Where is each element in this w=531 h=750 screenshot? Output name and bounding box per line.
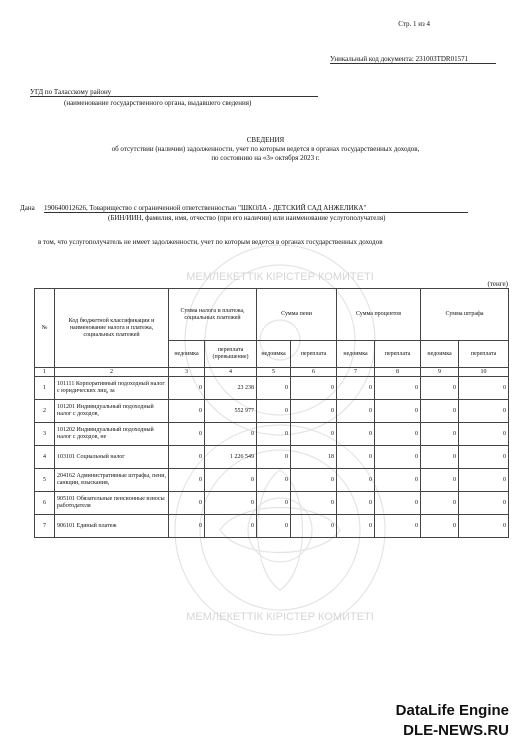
col-number: 7 xyxy=(337,368,375,377)
cell-value: 0 xyxy=(205,469,257,492)
header-penalty-sum: Сумма пени xyxy=(257,289,337,341)
recipient-caption: (БИН/ИИН, фамилия, имя, отчество (при его наличии) или наименование услугополучателя) xyxy=(108,214,386,222)
column-number-row xyxy=(35,368,509,377)
subheader-arrears: недоимка xyxy=(169,341,205,368)
col-number: 10 xyxy=(459,368,509,377)
col-number: 9 xyxy=(421,368,459,377)
cell-value: 0 xyxy=(375,446,421,469)
cell-value: 0 xyxy=(291,469,337,492)
cell-value: 1 226 549 xyxy=(205,446,257,469)
cell-value: 0 xyxy=(257,469,291,492)
cell-value: 0 xyxy=(291,515,337,538)
cell-value: 0 xyxy=(459,377,509,400)
cell-value: 0 xyxy=(257,515,291,538)
col-number: 1 xyxy=(35,368,55,377)
cell-value: 0 xyxy=(421,515,459,538)
row-code: 101201 Индивидуальный подоходный налог с доходов, xyxy=(55,400,169,423)
cell-value: 0 xyxy=(421,400,459,423)
cell-value: 0 xyxy=(291,377,337,400)
watermark-text-top: МЕМЛЕКЕТТІК КІРІСТЕР КОМИТЕТІ xyxy=(186,271,374,283)
col-number: 8 xyxy=(375,368,421,377)
cell-value: 0 xyxy=(291,400,337,423)
header-code: Код бюджетной классификации и наименование налога и платежа, социальных платежей xyxy=(55,289,169,368)
cell-value: 0 xyxy=(459,492,509,515)
header-num: № xyxy=(35,289,55,368)
header-tax-sum: Сумма налога и платежа, социальных платежей xyxy=(169,289,257,341)
cell-value: 0 xyxy=(169,377,205,400)
table-header-row xyxy=(35,289,509,341)
row-code: 101202 Индивидуальный подоходный налог с доходов, не xyxy=(55,423,169,446)
issuer-name: УГД по Таласскому району xyxy=(30,88,318,97)
row-num: 1 xyxy=(35,377,55,400)
recipient-value: 190640012626, Товарищество с ограниченной ответственностью "ШКОЛА - ДЕТСКИЙ САД АНЖЕЛИКА" xyxy=(44,204,468,213)
col-number: 6 xyxy=(291,368,337,377)
cell-value: 0 xyxy=(337,400,375,423)
cell-value: 0 xyxy=(337,423,375,446)
cell-value: 0 xyxy=(375,492,421,515)
document-code-value: 231003TDR01571 xyxy=(415,55,469,63)
cell-value: 0 xyxy=(459,515,509,538)
subheader-overpay: переплата xyxy=(375,341,421,368)
cell-value: 0 xyxy=(375,515,421,538)
cell-value: 0 xyxy=(257,492,291,515)
row-num: 6 xyxy=(35,492,55,515)
subheader-arrears: недоимка xyxy=(421,341,459,368)
cell-value: 18 xyxy=(291,446,337,469)
table-row xyxy=(35,400,509,423)
cell-value: 0 xyxy=(459,423,509,446)
subheader-arrears: недоимка xyxy=(257,341,291,368)
cell-value: 0 xyxy=(169,423,205,446)
cell-value: 552 977 xyxy=(205,400,257,423)
cell-value: 0 xyxy=(291,423,337,446)
col-number: 5 xyxy=(257,368,291,377)
cell-value: 23 238 xyxy=(205,377,257,400)
col-number: 3 xyxy=(169,368,205,377)
cell-value: 0 xyxy=(169,446,205,469)
currency-note: (тенге) xyxy=(487,280,508,288)
recipient-prefix: Дана xyxy=(20,204,35,212)
cell-value: 0 xyxy=(169,469,205,492)
subheader-overpay: переплата xyxy=(459,341,509,368)
footer-brand-site: DLE-NEWS.RU xyxy=(403,722,509,739)
row-num: 5 xyxy=(35,469,55,492)
row-num: 2 xyxy=(35,400,55,423)
header-fine-sum: Сумма штрафа xyxy=(421,289,509,341)
header-interest-sum: Сумма процентов xyxy=(337,289,421,341)
cell-value: 0 xyxy=(205,515,257,538)
cell-value: 0 xyxy=(421,377,459,400)
table-row xyxy=(35,492,509,515)
cell-value: 0 xyxy=(337,469,375,492)
table-row xyxy=(35,423,509,446)
cell-value: 0 xyxy=(257,377,291,400)
subheader-arrears: недоимка xyxy=(337,341,375,368)
cell-value: 0 xyxy=(421,423,459,446)
cell-value: 0 xyxy=(337,515,375,538)
page-number: Стр. 1 из 4 xyxy=(398,20,430,28)
cell-value: 0 xyxy=(421,446,459,469)
document-title: СВЕДЕНИЯ xyxy=(246,136,285,144)
cell-value: 0 xyxy=(375,377,421,400)
cell-value: 0 xyxy=(291,492,337,515)
debt-table xyxy=(34,288,509,538)
table-row xyxy=(35,515,509,538)
cell-value: 0 xyxy=(375,400,421,423)
row-code: 101111 Корпоративный подоходный налог с юридических лиц, за xyxy=(55,377,169,400)
footer-brand-title: DataLife Engine xyxy=(395,702,509,719)
cell-value: 0 xyxy=(375,423,421,446)
document-code-label: Уникальный код документа: xyxy=(330,55,414,63)
row-code: 905101 Обязательные пенсионные взносы работодателя xyxy=(55,492,169,515)
cell-value: 0 xyxy=(459,446,509,469)
col-number: 4 xyxy=(205,368,257,377)
cell-value: 0 xyxy=(205,423,257,446)
cell-value: 0 xyxy=(257,446,291,469)
cell-value: 0 xyxy=(169,492,205,515)
statement-text: в том, что услугополучатель не имеет задолженности, учет по которым ведется в органах государственных доходов xyxy=(38,238,383,246)
row-code: 906101 Единый платеж xyxy=(55,515,169,538)
cell-value: 0 xyxy=(459,469,509,492)
row-code: 103101 Социальный налог xyxy=(55,446,169,469)
cell-value: 0 xyxy=(337,446,375,469)
row-num: 7 xyxy=(35,515,55,538)
cell-value: 0 xyxy=(169,515,205,538)
cell-value: 0 xyxy=(337,377,375,400)
row-code: 204162 Административные штрафы, пени, санкции, взыскания, xyxy=(55,469,169,492)
issuer-caption: (наименование государственного органа, выдавшего сведения) xyxy=(64,99,252,107)
subheader-overpay-excess: переплата (превышение) xyxy=(205,341,257,368)
row-num: 4 xyxy=(35,446,55,469)
table-row xyxy=(35,446,509,469)
cell-value: 0 xyxy=(257,423,291,446)
subheader-overpay: переплата xyxy=(291,341,337,368)
cell-value: 0 xyxy=(459,400,509,423)
cell-value: 0 xyxy=(421,469,459,492)
watermark-text-bottom: МЕМЛЕКЕТТІК КІРІСТЕР КОМИТЕТІ xyxy=(186,611,374,623)
cell-value: 0 xyxy=(205,492,257,515)
table-row xyxy=(35,469,509,492)
cell-value: 0 xyxy=(169,400,205,423)
cell-value: 0 xyxy=(337,492,375,515)
col-number: 2 xyxy=(55,368,169,377)
cell-value: 0 xyxy=(375,469,421,492)
cell-value: 0 xyxy=(257,400,291,423)
row-num: 3 xyxy=(35,423,55,446)
document-date-line: по состоянию на «3» октября 2023 г. xyxy=(211,154,320,162)
document-subtitle: об отсутствии (наличии) задолженности, учет по которым ведется в органах государственных доходов, xyxy=(111,145,420,153)
table-row xyxy=(35,377,509,400)
cell-value: 0 xyxy=(421,492,459,515)
document-code xyxy=(330,55,496,64)
